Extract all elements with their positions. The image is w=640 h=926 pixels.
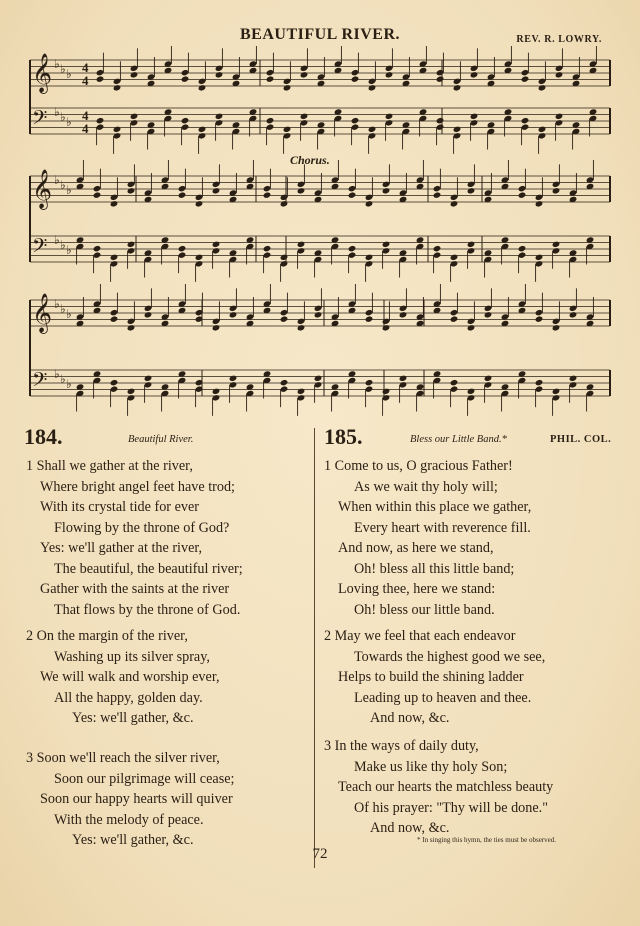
stanza-line: Teach our hearts the matchless beauty <box>338 779 554 795</box>
note-head <box>314 375 323 382</box>
note-head <box>436 75 445 82</box>
note-head <box>297 241 306 248</box>
stanza-line: Loving thee, here we stand: <box>338 581 496 597</box>
note-head <box>552 324 561 331</box>
hymn-184-title: Beautiful River. <box>128 434 194 445</box>
flat-icon: ♭ <box>54 367 60 381</box>
stanza-line: 1 Shall we gather at the river, <box>26 458 193 474</box>
hymn-185-credit: PHIL. COL. <box>550 434 612 445</box>
note-head <box>127 388 136 395</box>
flat-icon: ♭ <box>66 377 72 391</box>
bass-clef-icon: 𝄢 <box>32 368 48 396</box>
note-head <box>266 117 275 124</box>
flat-icon: ♭ <box>54 173 60 187</box>
note-head <box>365 254 374 261</box>
stanza-line: We will walk and worship ever, <box>40 669 220 685</box>
note-head <box>113 84 122 91</box>
note-head <box>127 241 136 248</box>
note-head <box>127 187 136 194</box>
time-signature: 4 <box>82 121 89 136</box>
treble-clef-icon: 𝄞 <box>32 169 53 209</box>
stanza-line: Oh! bless all this little band; <box>354 560 515 577</box>
stanza-line: Of his prayer: "Thy will be done." <box>354 799 549 816</box>
note-head <box>263 245 272 252</box>
flat-icon: ♭ <box>54 297 60 311</box>
note-head <box>181 75 190 82</box>
flat-icon: ♭ <box>66 243 72 257</box>
note-head <box>433 191 442 198</box>
note-head <box>538 126 547 133</box>
note-head <box>365 379 374 386</box>
note-head <box>110 315 119 322</box>
note-head <box>450 379 459 386</box>
flat-icon: ♭ <box>60 238 66 252</box>
hymn-184-stanza-1 <box>26 456 243 620</box>
note-head <box>93 191 102 198</box>
note-head <box>453 126 462 133</box>
note-head <box>113 126 122 133</box>
note-head <box>110 200 119 207</box>
note-head <box>569 311 578 318</box>
note-head <box>96 117 105 124</box>
hymn-185-stanza-1 <box>324 456 531 620</box>
stanza-line: 3 In the ways of daily duty, <box>324 738 479 754</box>
note-head <box>195 254 204 261</box>
note-head <box>518 245 527 252</box>
stanza-line: Gather with the saints at the river <box>40 581 230 597</box>
note-head <box>130 113 139 120</box>
stanza-line: Every heart with reverence fill. <box>354 519 531 536</box>
stanza-line: Leading up to heaven and thee. <box>354 689 532 706</box>
note-head <box>365 200 374 207</box>
note-head <box>368 126 377 133</box>
note-head <box>450 254 459 261</box>
treble-clef-icon: 𝄞 <box>32 53 53 93</box>
bass-clef-icon: 𝄢 <box>32 106 48 134</box>
stanza-line: And now, &c. <box>370 820 450 836</box>
hymn-184-stanza-2 <box>26 626 220 729</box>
stanza-line: Yes: we'll gather, &c. <box>72 710 194 726</box>
note-head <box>467 324 476 331</box>
note-head <box>552 388 561 395</box>
note-head <box>297 187 306 194</box>
note-head <box>229 311 238 318</box>
note-head <box>280 200 289 207</box>
treble-clef-icon: 𝄞 <box>32 293 53 333</box>
stanza-line: When within this place we gather, <box>338 499 532 515</box>
stanza-line: With the melody of peace. <box>54 811 204 828</box>
note-head <box>266 75 275 82</box>
stanza-line: Washing up its silver spray, <box>54 648 210 665</box>
note-head <box>198 84 207 91</box>
note-head <box>110 379 119 386</box>
note-head <box>215 71 224 78</box>
note-head <box>280 379 289 386</box>
note-head <box>538 84 547 91</box>
stanza-line: Soon our pilgrimage will cease; <box>54 770 235 787</box>
stanza-line: Oh! bless our little band. <box>354 601 495 618</box>
column-divider <box>314 428 315 868</box>
note-head <box>130 71 139 78</box>
note-head <box>212 241 221 248</box>
sheet-music <box>24 46 616 416</box>
note-head <box>433 245 442 252</box>
note-head <box>450 200 459 207</box>
stanza-line: And now, &c. <box>370 710 450 726</box>
note-head <box>382 241 391 248</box>
stanza-line: That flows by the throne of God. <box>54 601 241 618</box>
note-head <box>467 187 476 194</box>
note-head <box>535 254 544 261</box>
note-head <box>283 126 292 133</box>
note-head <box>127 324 136 331</box>
flat-icon: ♭ <box>60 178 66 192</box>
note-head <box>382 324 391 331</box>
note-head <box>535 200 544 207</box>
note-head <box>450 315 459 322</box>
note-head <box>368 84 377 91</box>
flat-icon: ♭ <box>54 57 60 71</box>
note-head <box>470 71 479 78</box>
flat-icon: ♭ <box>66 67 72 81</box>
flat-icon: ♭ <box>60 302 66 316</box>
note-head <box>144 311 153 318</box>
note-head <box>215 113 224 120</box>
flat-icon: ♭ <box>66 115 72 129</box>
note-head <box>178 191 187 198</box>
note-head <box>518 191 527 198</box>
note-head <box>229 375 238 382</box>
note-head <box>195 200 204 207</box>
stanza-line: 2 On the margin of the river, <box>26 628 188 644</box>
stanza-line: With its crystal tide for ever <box>40 499 199 515</box>
note-head <box>297 388 306 395</box>
note-head <box>535 315 544 322</box>
page-number: 72 <box>312 846 328 862</box>
time-signature: 4 <box>82 108 89 123</box>
note-head <box>300 113 309 120</box>
note-head <box>555 113 564 120</box>
note-head <box>552 241 561 248</box>
note-head <box>399 375 408 382</box>
note-head <box>93 245 102 252</box>
note-head <box>297 324 306 331</box>
note-head <box>470 113 479 120</box>
hymn-185-stanza-3 <box>324 736 553 839</box>
stanza-line: Soon our happy hearts will quiver <box>40 791 233 807</box>
chorus-label: Chorus. <box>290 153 330 167</box>
flat-icon: ♭ <box>60 62 66 76</box>
stanza-line: And now, as here we stand, <box>338 540 494 556</box>
flat-icon: ♭ <box>60 110 66 124</box>
stanza-line: Yes: we'll gather, &c. <box>72 832 194 848</box>
bass-clef-icon: 𝄢 <box>32 234 48 262</box>
stanza-line: The beautiful, the beautiful river; <box>54 560 243 577</box>
note-head <box>535 379 544 386</box>
note-head <box>385 113 394 120</box>
hymn-184-stanza-3 <box>26 748 234 851</box>
note-head <box>365 315 374 322</box>
note-head <box>110 254 119 261</box>
flat-icon: ♭ <box>66 183 72 197</box>
note-head <box>569 375 578 382</box>
hymn-185-stanza-2 <box>324 626 545 729</box>
note-head <box>198 126 207 133</box>
stanza-line: Flowing by the throne of God? <box>54 519 230 536</box>
hymn-185-title: Bless our Little Band.* <box>410 434 507 445</box>
time-signature: 4 <box>82 73 89 88</box>
stanza-line: 1 Come to us, O gracious Father! <box>324 458 513 474</box>
note-head <box>96 75 105 82</box>
note-head <box>212 324 221 331</box>
time-signature: 4 <box>82 60 89 75</box>
note-head <box>212 187 221 194</box>
stanza-line: Make us like thy holy Son; <box>354 758 508 775</box>
hymn-185-number: 185. <box>324 424 363 449</box>
stanza-line: Helps to build the shining ladder <box>338 669 524 685</box>
note-head <box>521 117 530 124</box>
stanza-line: Yes: we'll gather at the river, <box>40 540 203 556</box>
note-head <box>521 75 530 82</box>
flat-icon: ♭ <box>66 307 72 321</box>
note-head <box>467 241 476 248</box>
stanza-line: Where bright angel feet have trod; <box>40 478 235 495</box>
stanza-line: All the happy, golden day. <box>54 689 203 706</box>
note-head <box>212 388 221 395</box>
note-head <box>283 84 292 91</box>
flat-icon: ♭ <box>60 372 66 386</box>
footnote: * In singing this hymn, the ties must be observed. <box>416 836 556 844</box>
stanza-line: Towards the highest good we see, <box>354 648 546 665</box>
note-head <box>178 245 187 252</box>
note-head <box>555 71 564 78</box>
note-head <box>399 311 408 318</box>
note-head <box>484 311 493 318</box>
note-head <box>453 84 462 91</box>
note-head <box>467 388 476 395</box>
note-head <box>280 254 289 261</box>
note-head <box>181 117 190 124</box>
note-head <box>385 71 394 78</box>
hymn-184-number: 184. <box>24 424 63 449</box>
note-head <box>382 388 391 395</box>
note-head <box>314 311 323 318</box>
note-head <box>552 187 561 194</box>
note-head <box>484 375 493 382</box>
note-head <box>348 191 357 198</box>
song-title: BEAUTIFUL RIVER. <box>239 26 401 43</box>
note-head <box>351 75 360 82</box>
stanza-line: 3 Soon we'll reach the silver river, <box>26 750 220 766</box>
note-head <box>351 117 360 124</box>
flat-icon: ♭ <box>54 105 60 119</box>
note-head <box>436 117 445 124</box>
note-head <box>348 245 357 252</box>
stanza-line: 2 May we feel that each endeavor <box>324 628 516 644</box>
composer-credit: REV. R. LOWRY. <box>516 34 602 45</box>
stanza-line: As we wait thy holy will; <box>354 478 498 495</box>
note-head <box>144 375 153 382</box>
note-head <box>382 187 391 194</box>
flat-icon: ♭ <box>54 233 60 247</box>
note-head <box>300 71 309 78</box>
note-head <box>280 315 289 322</box>
note-head <box>263 191 272 198</box>
